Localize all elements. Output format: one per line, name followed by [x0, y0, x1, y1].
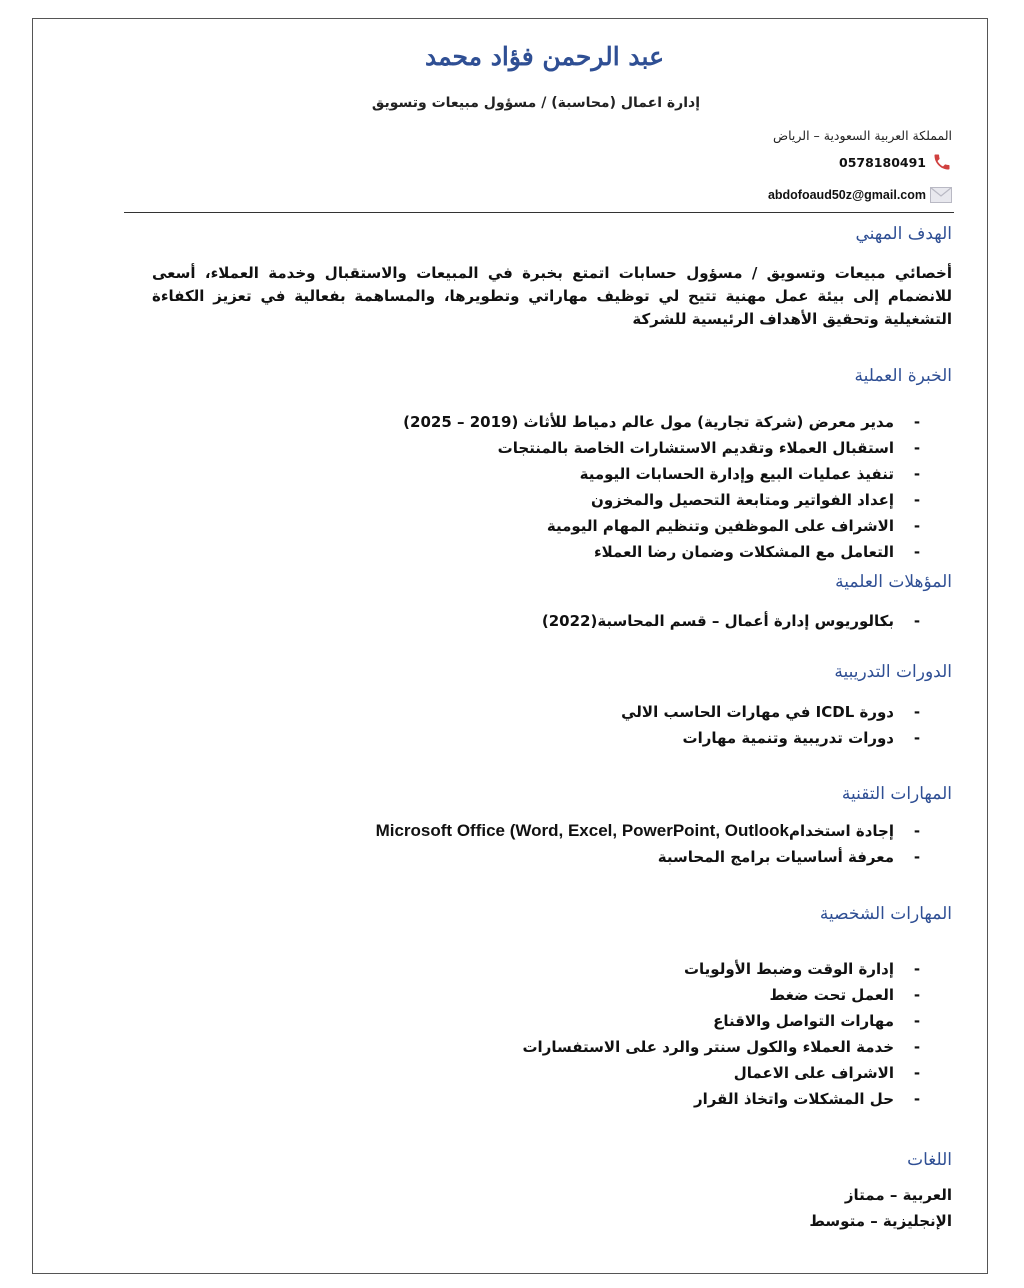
candidate-name: عبد الرحمن فؤاد محمد: [424, 42, 664, 71]
language-arabic: العربية – ممتاز: [844, 1186, 952, 1204]
list-item: - دورات تدريبية وتنمية مهارات: [682, 729, 921, 747]
list-item: - تنفيذ عمليات البيع وإدارة الحسابات اليومية: [579, 465, 921, 483]
location: المملكة العربية السعودية – الرياض: [772, 128, 952, 143]
education-list: [542, 608, 928, 634]
list-item: - معرفة أساسيات برامج المحاسبة: [657, 848, 921, 866]
list-item: - دورة ICDL في مهارات الحاسب الالي: [621, 703, 921, 721]
list-item: - استقبال العملاء وتقديم الاستشارات الخاصة بالمنتجات: [497, 439, 921, 457]
courses-list: [621, 699, 928, 751]
list-item: - حل المشكلات واتخاذ القرار: [693, 1090, 921, 1108]
phone-number: 0578180491: [839, 154, 926, 170]
list-item: - مدير معرض (شركة تجارية) مول عالم دمياط للأثاث (2019 – 2025): [403, 413, 921, 431]
tech-skills-list: [376, 818, 928, 870]
list-item: - مهارات التواصل والاقناع: [713, 1012, 921, 1030]
email-row: [768, 187, 952, 203]
phone-icon: [932, 152, 952, 172]
languages-heading: اللغات: [907, 1150, 952, 1170]
tech-skills-heading: المهارات التقنية: [841, 784, 952, 804]
phone-row: [839, 152, 952, 172]
education-heading: المؤهلات العلمية: [835, 572, 952, 592]
list-item: - إدارة الوقت وضبط الأولويات: [683, 960, 921, 978]
language-english: الإنجليزية – متوسط: [809, 1212, 952, 1230]
email-address[interactable]: abdofoaud50z@gmail.com: [767, 188, 926, 202]
personal-skills-list: [522, 956, 928, 1112]
experience-list: [403, 409, 928, 565]
job-title: إدارة اعمال (محاسبة) / مسؤول مبيعات وتسويق: [371, 95, 700, 111]
courses-heading: الدورات التدريبية: [834, 662, 952, 682]
list-item: - إعداد الفواتير ومتابعة التحصيل والمخزون: [591, 491, 921, 509]
objective-paragraph: أخصائي مبيعات وتسويق / مسؤول حسابات اتمتع بخبرة في المبيعات والاستقبال وخدمة العملاء، أسعى للانضمام إلى بيئة عمل مهنية تتيح لي توظيف مهاراتي وتطويرها، والمساهمة بفعالية في تعزيز الكفاءة التشغيلية وتحقيق الأهداف الرئيسية للشركة: [152, 264, 952, 328]
list-item: - الاشراف على الاعمال: [733, 1064, 921, 1082]
list-item: - العمل تحت ضغط: [769, 986, 921, 1004]
list-item: - إجادة استخدام Microsoft Office (Word, Excel, PowerPoint, Outlook: [375, 821, 921, 840]
list-item: - خدمة العملاء والكول سنتر والرد على الاستفسارات: [522, 1038, 921, 1056]
objective-heading: الهدف المهني: [855, 224, 952, 244]
personal-skills-heading: المهارات الشخصية: [819, 904, 952, 924]
list-item: - الاشراف على الموظفين وتنظيم المهام اليومية: [546, 517, 921, 535]
list-item: - التعامل مع المشكلات وضمان رضا العملاء: [593, 543, 921, 561]
header-divider: [124, 212, 954, 213]
envelope-icon: [930, 187, 952, 203]
experience-heading: الخبرة العملية: [854, 366, 952, 386]
list-item: - بكالوريوس إدارة أعمال – قسم المحاسبة(2022): [541, 612, 921, 630]
